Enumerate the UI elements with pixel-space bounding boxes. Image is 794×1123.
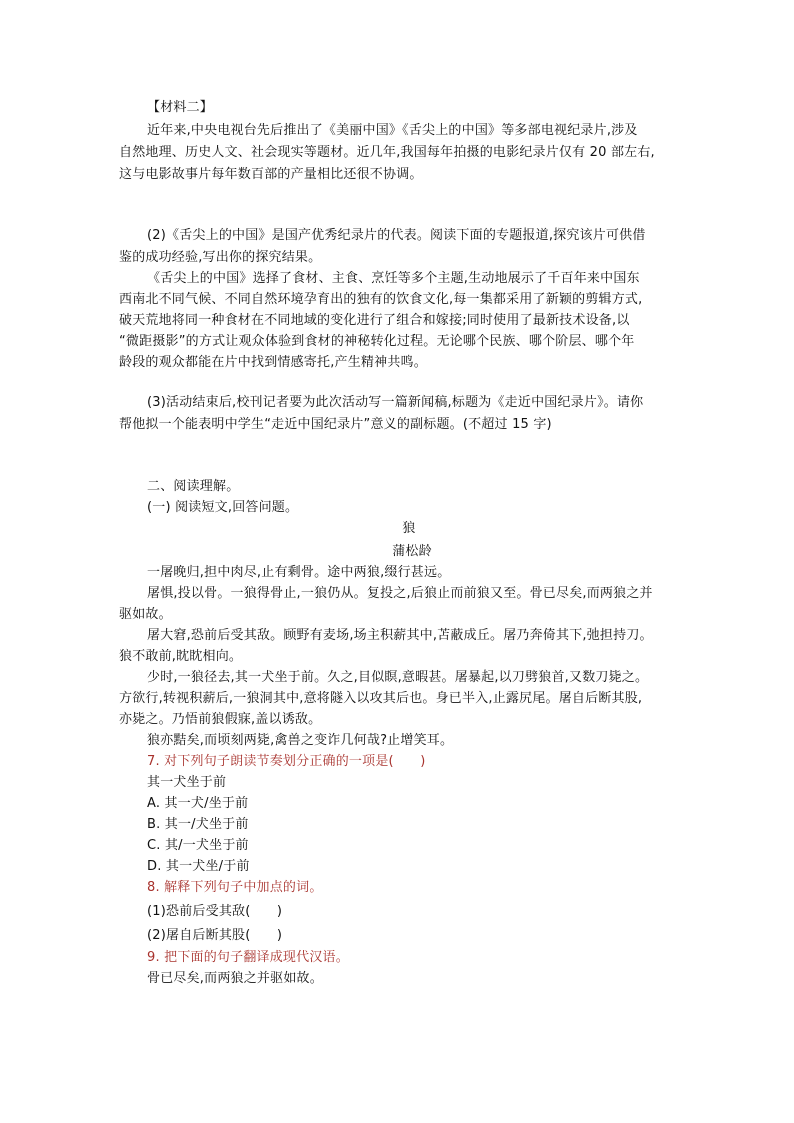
passage-line-7: 方欲行,转视积薪后,一狼洞其中,意将隧入以攻其后也。身已半入,止露尻尾。屠自后断其股, [119, 691, 643, 706]
passage-line-8: 亦毙之。乃悟前狼假寐,盖以诱敌。 [119, 712, 322, 727]
passage-title: 狼 [402, 521, 416, 536]
q9-stem: 9. 把下面的句子翻译成现代汉语。 [147, 950, 349, 965]
q2-line-7: 龄段的观众都能在片中找到情感寄托,产生精神共鸣。 [119, 355, 427, 370]
q7-option-d: D. 其一犬坐/于前 [147, 859, 250, 874]
q3-line-1: (3)活动结束后,校刊记者要为此次活动写一篇新闻稿,标题为《走近中国纪录片》。请你 [147, 395, 644, 410]
q2-line-3: 《舌尖上的中国》选择了食材、主食、烹饪等多个主题,生动地展示了千百年来中国东 [147, 271, 640, 286]
q7-stem: 7. 对下列句子朗读节奏划分正确的一项是( ) [147, 754, 426, 769]
q2-line-4: 西南北不同气候、不同自然环境孕育出的独有的饮食文化,每一集都采用了新颖的剪辑方式, [119, 292, 643, 307]
passage-author: 蒲松龄 [392, 544, 432, 559]
q7-option-c: C. 其/一犬坐于前 [147, 838, 249, 853]
passage-line-1: 一屠晚归,担中肉尽,止有剩骨。途中两狼,缀行甚远。 [147, 565, 451, 580]
passage-line-9: 狼亦黠矣,而顷刻两毙,禽兽之变诈几何哉?止增笑耳。 [147, 733, 454, 748]
q2-line-5: 破天荒地将同一种食材在不同地域的变化进行了组合和嫁接;同时使用了最新技术设备,以 [119, 313, 630, 328]
q2-line-2: 鉴的成功经验,写出你的探究结果。 [119, 250, 322, 265]
passage-line-2: 屠惧,投以骨。一狼得骨止,一狼仍从。复投之,后狼止而前狼又至。骨已尽矣,而两狼之并 [147, 586, 653, 601]
section2-heading: 二、阅读理解。 [147, 479, 240, 494]
q2-line-1: (2)《舌尖上的中国》是国产优秀纪录片的代表。阅读下面的专题报道,探究该片可供借 [147, 228, 646, 243]
q7-sentence: 其一犬坐于前 [147, 775, 227, 790]
material2-line-3: 这与电影故事片每年数百部的产量相比还很不协调。 [119, 167, 423, 182]
material2-line-2: 自然地理、历史人文、社会现实等题材。近几年,我国每年拍摄的电影纪录片仅有 20 部左右, [119, 145, 655, 160]
passage-line-5: 狼不敢前,眈眈相向。 [119, 649, 243, 664]
q9-sentence: 骨已尽矣,而两狼之并驱如故。 [147, 971, 323, 986]
q7-option-a: A. 其一犬/坐于前 [147, 796, 249, 811]
passage-line-3: 驱如故。 [119, 607, 172, 622]
material2-heading: 【材料二】 [147, 100, 214, 115]
q7-option-b: B. 其一/犬坐于前 [147, 817, 249, 832]
passage-line-6: 少时,一狼径去,其一犬坐于前。久之,目似瞑,意暇甚。屠暴起,以刀劈狼首,又数刀毙之。 [147, 670, 649, 685]
q2-line-6: “微距摄影”的方式让观众体验到食材的神秘转化过程。无论哪个民族、哪个阶层、哪个年 [119, 334, 635, 349]
material2-line-1: 近年来,中央电视台先后推出了《美丽中国》《舌尖上的中国》等多部电视纪录片,涉及 [147, 123, 638, 138]
q3-line-2: 帮他拟一个能表明中学生“走近中国纪录片”意义的副标题。(不超过 15 字) [119, 417, 552, 432]
q8-stem: 8. 解释下列句子中加点的词。 [147, 880, 323, 895]
q8-item-1: (1)恐前后受其敌( ) [147, 904, 283, 919]
q8-item-2: (2)屠自后断其股( ) [147, 928, 283, 943]
section2-subheading: (一) 阅读短文,回答问题。 [147, 500, 299, 515]
passage-line-4: 屠大窘,恐前后受其敌。顾野有麦场,场主积薪其中,苫蔽成丘。屠乃奔倚其下,弛担持刀。 [147, 628, 653, 643]
